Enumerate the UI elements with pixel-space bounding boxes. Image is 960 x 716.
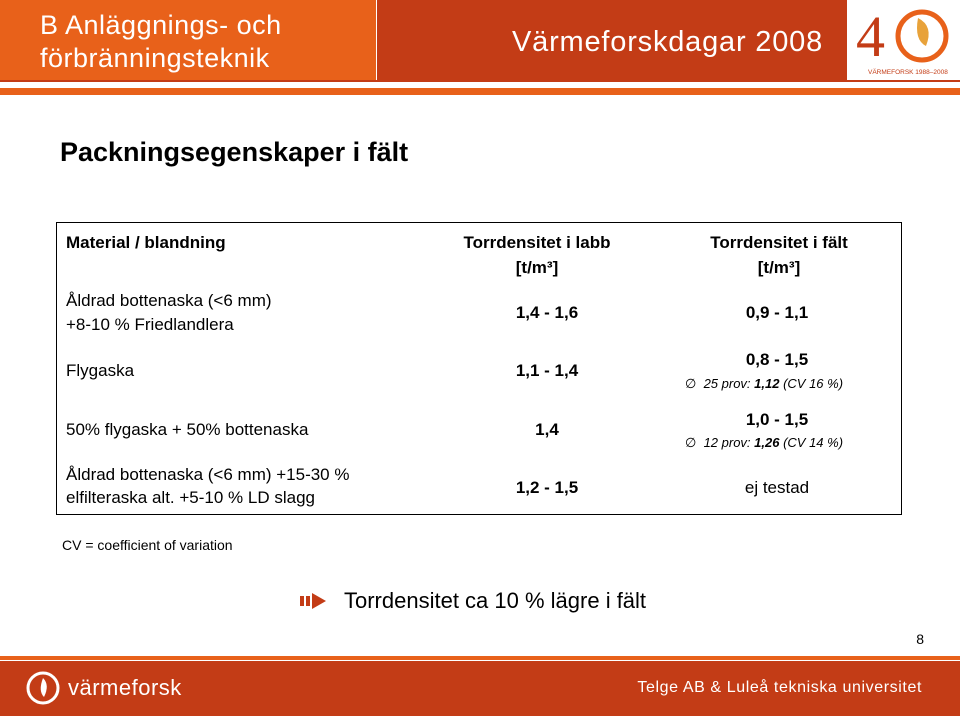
organizations: Telge AB & Luleå tekniska universitet <box>637 679 922 696</box>
arrow-right-icon <box>300 591 326 611</box>
conclusion <box>300 588 646 614</box>
row2-field-value: 0,8 - 1,5 <box>745 350 809 369</box>
forty-years-logo-icon <box>848 0 960 80</box>
row4-material-line2: elfilteraska alt. +5-10 % LD slagg <box>66 488 315 507</box>
row1-material-line1: Åldrad bottenaska (<6 mm) <box>66 291 272 310</box>
event-title: Värmeforskdagar 2008 <box>512 26 823 58</box>
header-divider <box>0 80 960 82</box>
column-header-lab-unit: [t/m³] <box>515 258 559 277</box>
slide-title: Packningsegenskaper i fält <box>60 137 409 167</box>
row1-lab-value: 1,4 - 1,6 <box>515 303 579 322</box>
logo-caption: VÄRMEFORSK 1988–2008 <box>868 69 948 76</box>
density-table <box>56 222 902 515</box>
footer-accent-bar <box>0 656 960 660</box>
row1-field-value: 0,9 - 1,1 <box>745 303 809 322</box>
footnote-cv: CV = coefficient of variation <box>62 537 233 553</box>
header-accent-bar <box>0 88 960 95</box>
row4-material-line1: Åldrad bottenaska (<6 mm) +15-30 % <box>66 465 350 484</box>
anniversary-logo <box>848 0 960 80</box>
row2-material: Flygaska <box>66 361 135 380</box>
flame-logo-icon <box>26 671 60 705</box>
row3-lab-value: 1,4 <box>535 420 559 439</box>
diameter-icon: ∅ <box>685 376 697 391</box>
row2-lab-value: 1,1 - 1,4 <box>515 361 579 380</box>
conclusion-text: Torrdensitet ca 10 % lägre i fält <box>344 588 647 613</box>
column-header-material: Material / blandning <box>66 233 226 252</box>
row3-material: 50% flygaska + 50% bottenaska <box>66 420 309 439</box>
section-title-line1: B Anläggnings- och <box>40 10 282 40</box>
section-title-line2: förbränningsteknik <box>40 43 270 73</box>
row2-field-note: ∅ 25 prov: 1,12 (CV 16 %) <box>685 376 844 391</box>
row3-field-value: 1,0 - 1,5 <box>745 410 809 429</box>
diameter-icon: ∅ <box>685 435 697 450</box>
header-section-label <box>0 0 376 80</box>
footer <box>0 661 960 716</box>
column-header-field: Torrdensitet i fält <box>710 233 848 252</box>
row3-field-note: ∅ 12 prov: 1,26 (CV 14 %) <box>685 435 844 450</box>
page-number: 8 <box>916 631 924 647</box>
row4-field-value: ej testad <box>744 478 810 497</box>
header-event-banner <box>377 0 847 80</box>
column-header-lab: Torrdensitet i labb <box>463 233 611 252</box>
svg-text:4: 4 <box>856 4 885 69</box>
brand-name: värmeforsk <box>68 675 182 700</box>
varmeforsk-logo <box>26 665 206 711</box>
row4-lab-value: 1,2 - 1,5 <box>515 478 579 497</box>
column-header-field-unit: [t/m³] <box>757 258 801 277</box>
row1-material-line2: +8-10 % Friedlandlera <box>66 315 234 334</box>
